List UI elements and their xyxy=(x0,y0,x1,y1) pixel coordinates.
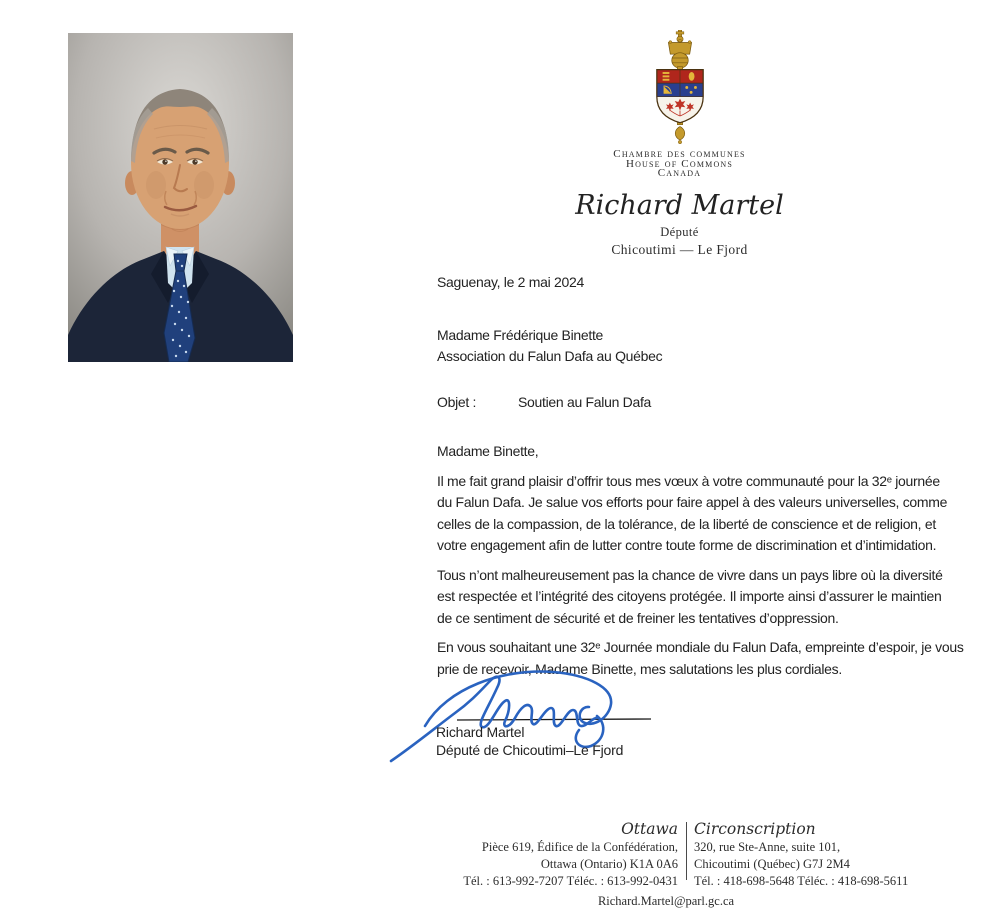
signer-name: Richard Martel xyxy=(436,724,525,740)
email-address: Richard.Martel@parl.gc.ca xyxy=(597,894,735,908)
footer-ottawa-column xyxy=(440,820,686,890)
p1-line1: Il me fait grand plaisir d’offrir tous mes vœux à votre communauté pour la 32ᵉ journée xyxy=(437,472,940,489)
footer-riding-address1: 320, rue Ste-Anne, suite 101, xyxy=(694,840,841,854)
recipient-block xyxy=(437,325,957,368)
p2-line2: est respectée et l’intégrité des citoyens protégée. Il importe ainsi d’assurer le maintien xyxy=(437,588,942,604)
paragraph-1 xyxy=(437,471,957,557)
org-block xyxy=(613,150,745,179)
letterhead xyxy=(527,30,832,258)
p3-line2: prie de recevoir, Madame Binette, mes salutations les plus cordiales. xyxy=(437,660,842,677)
house-of-commons-crest-icon xyxy=(636,30,724,144)
paragraph-2 xyxy=(437,565,957,630)
footer xyxy=(440,820,909,910)
footer-ottawa-heading: Ottawa xyxy=(621,820,678,838)
footer-riding-phone: Tél. : 418-698-5648 Téléc. : 418-698-5611 xyxy=(694,874,909,888)
p2-line3: de ce sentiment de sécurité et de freiner les tentatives d’oppression. xyxy=(437,609,839,626)
p1-line3: celles de la compassion, de la tolérance, de la liberté de conscience et de religion, et xyxy=(437,515,936,532)
member-title: Député xyxy=(660,224,699,239)
footer-riding-column xyxy=(686,820,909,890)
portrait-photo xyxy=(68,33,293,362)
p3-line1: En vous souhaitant une 32ᵉ Journée mondiale du Falun Dafa, empreinte d’espoir, je vous xyxy=(437,639,964,655)
paragraph-3 xyxy=(437,637,964,680)
org-name-en: House of Commons xyxy=(625,157,734,170)
footer-divider xyxy=(686,822,687,880)
letter-body xyxy=(437,272,964,688)
member-riding: Chicoutimi — Le Fjord xyxy=(611,241,748,257)
footer-ottawa-phone: Tél. : 613-992-7207 Téléc. : 613-992-0431 xyxy=(463,874,678,888)
footer-ottawa-address2: Ottawa (Ontario) K1A 0A6 xyxy=(540,857,678,871)
recipient-org: Association du Falun Dafa au Québec xyxy=(437,348,663,364)
p2-line1: Tous n’ont malheureusement pas la chance de vivre dans un pays libre où la diversité xyxy=(437,566,943,583)
p1-line2: du Falun Dafa. Je salue vos efforts pour faire appel à des valeurs universelles, comme xyxy=(437,494,948,510)
signer-title: Député de Chicoutimi–Le Fjord xyxy=(436,742,624,758)
subject-label: Objet : xyxy=(437,393,477,410)
footer-riding-address2: Chicoutimi (Québec) G7J 2M4 xyxy=(694,857,850,871)
footer-riding-heading: Circonscription xyxy=(694,820,816,838)
member-name: Richard Martel xyxy=(575,189,784,221)
salutation: Madame Binette, xyxy=(437,443,539,459)
p1-line4: votre engagement afin de lutter contre toute forme de discrimination et d’intimidation. xyxy=(437,537,937,553)
subject-value: Soutien au Falun Dafa xyxy=(518,393,652,410)
org-country: Canada xyxy=(657,167,702,180)
signature-block xyxy=(436,723,623,759)
date-line: Saguenay, le 2 mai 2024 xyxy=(437,274,584,290)
org-name-fr: Chambre des communes xyxy=(613,148,746,160)
subject-line xyxy=(437,392,957,414)
footer-ottawa-address1: Pièce 619, Édifice de la Confédération, xyxy=(481,840,678,854)
portrait-illustration xyxy=(68,33,293,362)
recipient-name: Madame Frédérique Binette xyxy=(437,326,604,343)
